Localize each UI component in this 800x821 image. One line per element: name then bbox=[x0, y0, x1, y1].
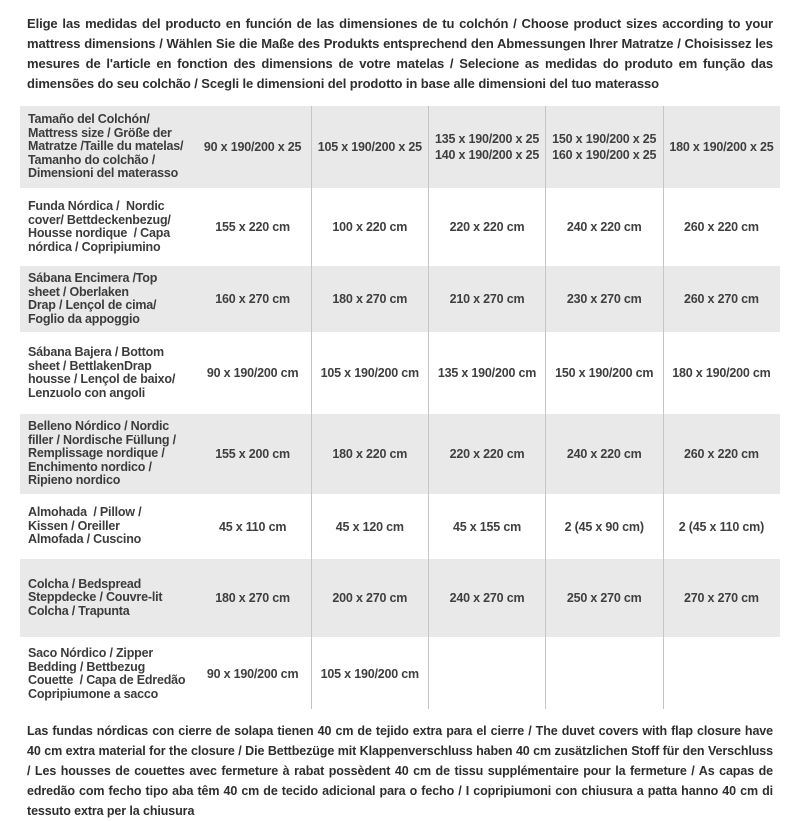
row-label: Saco Nórdico / Zipper Bedding / Bettbezug Couette / Capa de Edredão Copripiumone a sacco bbox=[28, 646, 186, 701]
size-cell: 200 x 270 cm bbox=[332, 591, 408, 605]
table-row bbox=[20, 639, 780, 711]
table-row bbox=[20, 106, 780, 190]
size-cell: 2 (45 x 110 cm) bbox=[678, 519, 765, 534]
size-cell: 45 x 110 cm bbox=[218, 519, 287, 534]
size-cell: 155 x 220 cm bbox=[215, 220, 290, 234]
row-label: Almohada / Pillow / Kissen / Oreiller Almofada / Cuscino bbox=[28, 505, 142, 547]
size-cell bbox=[428, 639, 545, 709]
size-cell: 105 x 190/200 cm bbox=[320, 667, 419, 681]
size-cell: 240 x 270 cm bbox=[449, 591, 525, 605]
size-cell: 270 x 270 cm bbox=[684, 591, 759, 605]
footnote-text: Las fundas nórdicas con cierre de solapa tienen 40 cm de tejido extra para el cierre / The duvet covers with flap closure have 40 cm extra material for the closure / Die Bettbezüge mit Klappenverschluss haben 40 cm zusätzlichen Stoff für den Verschluss / Les housses de couettes avec fermeture à rabat possèdent 40 cm de tissu supplémentaire pour la fermeture / As capas de edredão com fecho tipo aba têm 40 cm de tecido adicional para o fecho / I copripiumoni con chiusura a patta hanno 40 cm di tessuto extra per la chiusura bbox=[27, 724, 773, 818]
row-label: Sábana Bajera / Bottom sheet / BettlakenDrap housse / Lençol de baixo/ Lenzuolo con angoli bbox=[28, 345, 176, 400]
size-cell bbox=[546, 639, 663, 709]
size-cell: 180 x 220 cm bbox=[332, 447, 408, 461]
size-cell: 180 x 270 cm bbox=[215, 591, 290, 605]
size-cell: 45 x 120 cm bbox=[335, 519, 404, 534]
size-cell: 135 x 190/200 x 25 140 x 190/200 x 25 bbox=[434, 132, 540, 162]
table-row bbox=[20, 266, 780, 334]
row-label: Sábana Encimera /Top sheet / Oberlaken Drap / Lençol de cima/ Foglio da appoggio bbox=[28, 271, 158, 326]
size-cell: 90 x 190/200 x 25 bbox=[203, 140, 302, 154]
row-label: Belleno Nórdico / Nordic filler / Nordische Füllung / Remplissage nordique / Enchimento nordico / Ripieno nordico bbox=[28, 419, 176, 488]
size-cell: 260 x 270 cm bbox=[684, 292, 759, 306]
size-cell: 250 x 270 cm bbox=[566, 591, 642, 605]
size-cell: 90 x 190/200 cm bbox=[206, 667, 299, 681]
column-divider bbox=[545, 106, 546, 709]
intro-text: Elige las medidas del producto en función de las dimensiones de tu colchón / Choose product sizes according to your mattress dimensions / Wählen Sie die Maße des Produkts entsprechend den Abmessungen Ihrer Matratze / Choisissez les mesures de l'article en fonction des dimensions de votre matelas / Selecione as medidas do produto em função das dimensões do seu colchão / Scegli le dimensioni del prodotto in base alle dimensioni del tuo materasso bbox=[27, 16, 773, 91]
table-row bbox=[20, 496, 780, 559]
size-cell: 180 x 190/200 x 25 bbox=[669, 140, 774, 154]
size-cell: 45 x 155 cm bbox=[453, 519, 521, 534]
size-cell: 90 x 190/200 cm bbox=[206, 366, 299, 380]
table-row bbox=[20, 414, 780, 496]
size-cell: 160 x 270 cm bbox=[215, 292, 290, 306]
size-cell: 240 x 220 cm bbox=[566, 220, 642, 234]
size-cell: 240 x 220 cm bbox=[566, 447, 642, 461]
size-cell: 260 x 220 cm bbox=[684, 447, 759, 461]
row-label: Funda Nórdica / Nordic cover/ Bettdeckenbezug/ Housse nordique / Capa nórdica / Copripiumino bbox=[28, 199, 171, 254]
size-cell: 105 x 190/200 x 25 bbox=[317, 140, 422, 154]
size-cell: 2 (45 x 90 cm) bbox=[564, 519, 644, 534]
size-table bbox=[20, 106, 780, 711]
size-cell: 135 x 190/200 cm bbox=[437, 366, 537, 380]
size-cell: 150 x 190/200 cm bbox=[555, 366, 654, 380]
size-cell: 220 x 220 cm bbox=[449, 220, 525, 234]
size-cell: 180 x 190/200 cm bbox=[672, 366, 771, 380]
size-cell: 150 x 190/200 x 25 160 x 190/200 x 25 bbox=[552, 132, 657, 162]
size-cell: 105 x 190/200 cm bbox=[320, 366, 419, 380]
size-cell: 260 x 220 cm bbox=[684, 220, 759, 234]
size-cell: 230 x 270 cm bbox=[566, 292, 642, 306]
column-divider bbox=[663, 106, 664, 709]
column-divider bbox=[311, 106, 312, 709]
table-row bbox=[20, 190, 780, 266]
size-cell: 210 x 270 cm bbox=[449, 292, 525, 306]
size-cell: 220 x 220 cm bbox=[449, 447, 525, 461]
table-row bbox=[20, 334, 780, 414]
row-label: Colcha / Bedspread Steppdecke / Couvre-lit Colcha / Trapunta bbox=[28, 576, 163, 618]
size-cell: 100 x 220 cm bbox=[332, 220, 408, 234]
size-cell: 180 x 270 cm bbox=[332, 292, 408, 306]
table-row bbox=[20, 559, 780, 639]
size-cell bbox=[663, 639, 780, 709]
size-cell: 155 x 200 cm bbox=[215, 447, 290, 461]
column-divider bbox=[428, 106, 429, 709]
row-label: Tamaño del Colchón/ Mattress size / Größe der Matratze /Taille du matelas/ Tamanho do colchão / Dimensioni del materasso bbox=[28, 112, 184, 181]
